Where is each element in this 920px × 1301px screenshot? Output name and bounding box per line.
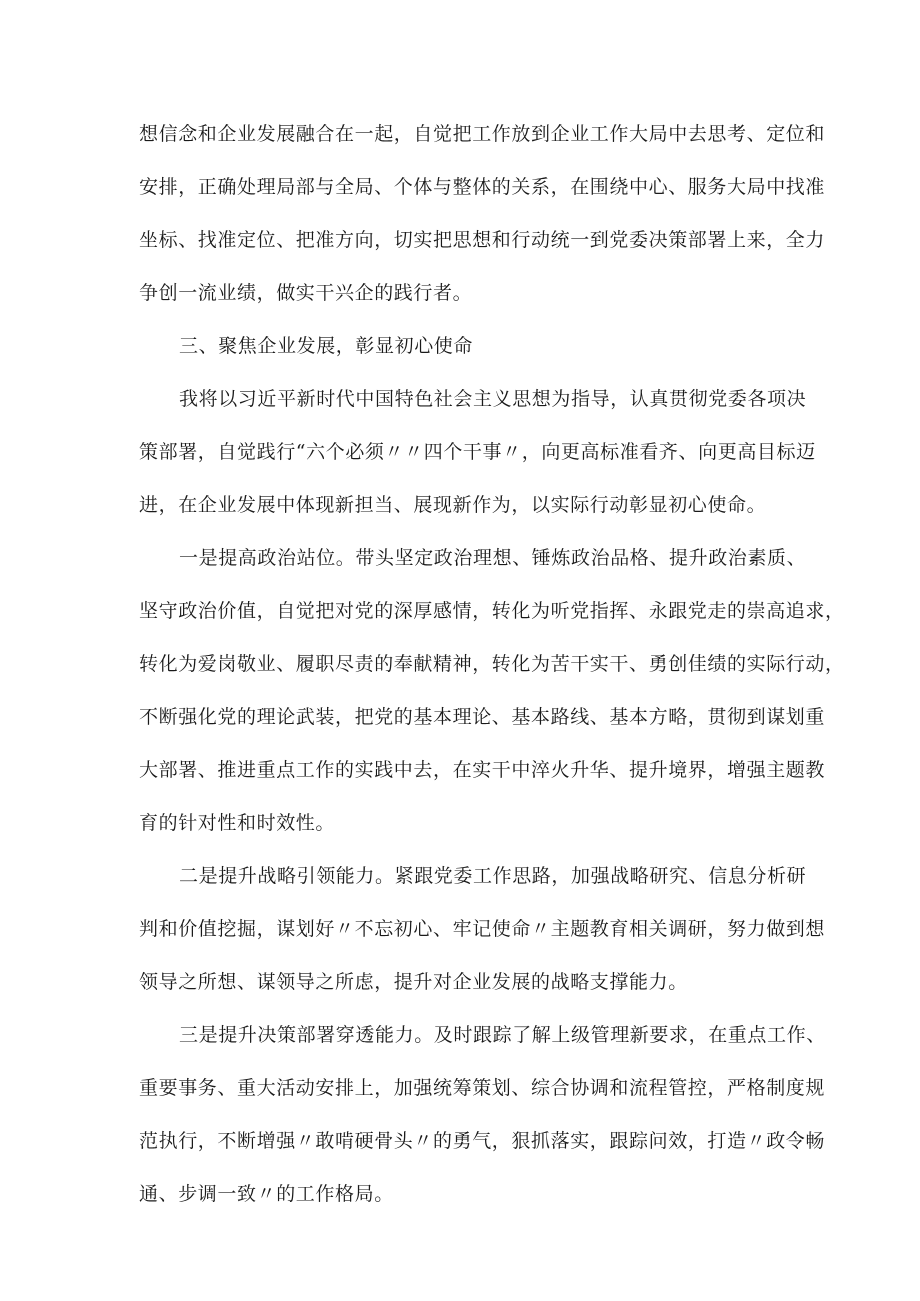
paragraph-line: 坐标、找准定位、把准方向，切实把思想和行动统一到党委决策部署上来，全力 (139, 229, 826, 251)
paragraph-line: 一是提高政治站位。带头坚定政治理想、锤炼政治品格、提升政治素质、 (179, 547, 807, 569)
paragraph-line: 育的针对性和时效性。 (139, 812, 336, 834)
paragraph-line: 通、步调一致〃的工作格局。 (139, 1183, 394, 1205)
paragraph-line: 领导之所想、谋领导之所虑，提升对企业发展的战略支撑能力。 (139, 971, 688, 993)
paragraph-line: 范执行，不断增强〃敢啃硬骨头〃的勇气，狠抓落实，跟踪问效，打造〃政令畅 (139, 1130, 826, 1152)
paragraph-line: 不断强化党的理论武装，把党的基本理论、基本路线、基本方略，贯彻到谋划重 (139, 706, 826, 728)
section-heading: 三、聚焦企业发展，彰显初心使命 (179, 335, 474, 357)
paragraph-line: 三是提升决策部署穿透能力。及时跟踪了解上级管理新要求，在重点工作、 (179, 1024, 826, 1046)
paragraph-line: 重要事务、重大活动安排上，加强统筹策划、综合协调和流程管控，严格制度规 (139, 1077, 826, 1099)
paragraph-line: 想信念和企业发展融合在一起，自觉把工作放到企业工作大局中去思考、定位和 (139, 123, 826, 145)
paragraph-line: 二是提升战略引领能力。紧跟党委工作思路，加强战略研究、信息分析研 (179, 865, 807, 887)
paragraph-line: 安排，正确处理局部与全局、个体与整体的关系，在围绕中心、服务大局中找准 (139, 176, 826, 198)
paragraph-line: 判和价值挖掘，谋划好〃不忘初心、牢记使命〃主题教育相关调研，努力做到想 (139, 918, 826, 940)
paragraph-line: 大部署、推进重点工作的实践中去，在实干中淬火升华、提升境界，增强主题教 (139, 759, 826, 781)
paragraph-line: 坚守政治价值，自觉把对党的深厚感情，转化为听党指挥、永跟党走的崇高追求， (139, 600, 845, 622)
paragraph-line: 我将以习近平新时代中国特色社会主义思想为指导，认真贯彻党委各项决 (179, 388, 807, 410)
paragraph-line: 策部署，自觉践行“六个必须〃〃四个干事〃，向更高标准看齐、向更高目标迈 (139, 441, 816, 463)
paragraph-line: 进，在企业发展中体现新担当、展现新作为，以实际行动彰显初心使命。 (139, 494, 767, 516)
paragraph-line: 转化为爱岗敬业、履职尽责的奉献精神，转化为苦干实干、勇创佳绩的实际行动， (139, 653, 845, 675)
paragraph-line: 争创一流业绩，做实干兴企的践行者。 (139, 282, 473, 304)
